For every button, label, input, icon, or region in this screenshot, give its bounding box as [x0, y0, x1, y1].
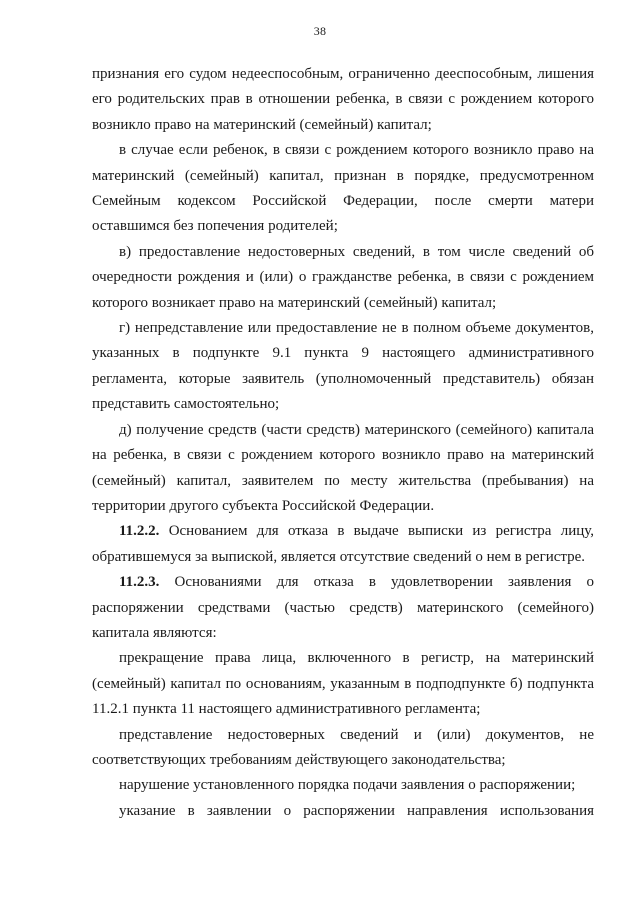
page-number: 38 — [313, 24, 327, 38]
document-body — [92, 62, 594, 824]
paragraph — [92, 62, 594, 138]
numbered-paragraph — [92, 519, 594, 570]
paragraph-text: представление недостоверных сведений и (или) документов, не соответствующих требованиям действующего законодательства; — [92, 726, 594, 768]
paragraph — [92, 316, 594, 418]
paragraph — [92, 240, 594, 316]
paragraph — [92, 773, 594, 798]
paragraph-text: Основанием для отказа в выдаче выписки из регистра лицу, обратившемуся за выпиской, является отсутствие сведений о нем в регистре. — [92, 523, 594, 565]
numbered-paragraph — [92, 570, 594, 646]
paragraph-text: указание в заявлении о распоряжении направления использования — [119, 802, 594, 819]
paragraph-text: г) непредставление или предоставление не в полном объеме документов, указанных в подпункте 9.1 пункта 9 настоящего административного регламента, которые заявитель (уполномоченный представитель) обязан представить самостоятельно; — [92, 320, 594, 413]
paragraph — [92, 799, 594, 824]
paragraph-text: в) предоставление недостоверных сведений, в том числе сведений об очередности рождения и (или) о гражданстве ребенка, в связи с рождением которого возникает право на материнский (семейный) капитал; — [92, 243, 594, 311]
clause-number: 11.2.3. — [119, 574, 160, 591]
paragraph-text: признания его судом недееспособным, ограниченно дееспособным, лишения его родительских прав в отношении ребенка, в связи с рождением которого возникло право на материнский (семейный) капитал; — [92, 66, 594, 133]
paragraph-text: нарушение установленного порядка подачи заявления о распоряжении; — [119, 777, 576, 794]
paragraph — [92, 646, 594, 722]
paragraph — [92, 138, 594, 240]
paragraph-text: в случае если ребенок, в связи с рождением которого возникло право на материнский (семейный) капитал, признан в порядке, предусмотренном Семейным кодексом Российской Федерации, после смерти матери оставшимся без попечения родителей; — [92, 142, 594, 235]
paragraph-text: прекращение права лица, включенного в регистр, на материнский (семейный) капитал по основаниям, указанным в подподпункте б) подпункта 11.2.1 пункта 11 настоящего административного регламента; — [92, 650, 594, 718]
paragraph-text: д) получение средств (части средств) материнского (семейного) капитала на ребенка, в связи с рождением которого возникло право на материнский (семейный) капитал, заявителем по месту жительства (пребывания) на территории другого субъекта Российской Федерации. — [92, 421, 594, 514]
paragraph-text: Основаниями для отказа в удовлетворении заявления о распоряжении средствами (частью средств) материнского (семейного) капитала являются: — [92, 574, 594, 641]
clause-number: 11.2.2. — [119, 523, 160, 540]
paragraph — [92, 723, 594, 774]
paragraph — [92, 418, 594, 520]
